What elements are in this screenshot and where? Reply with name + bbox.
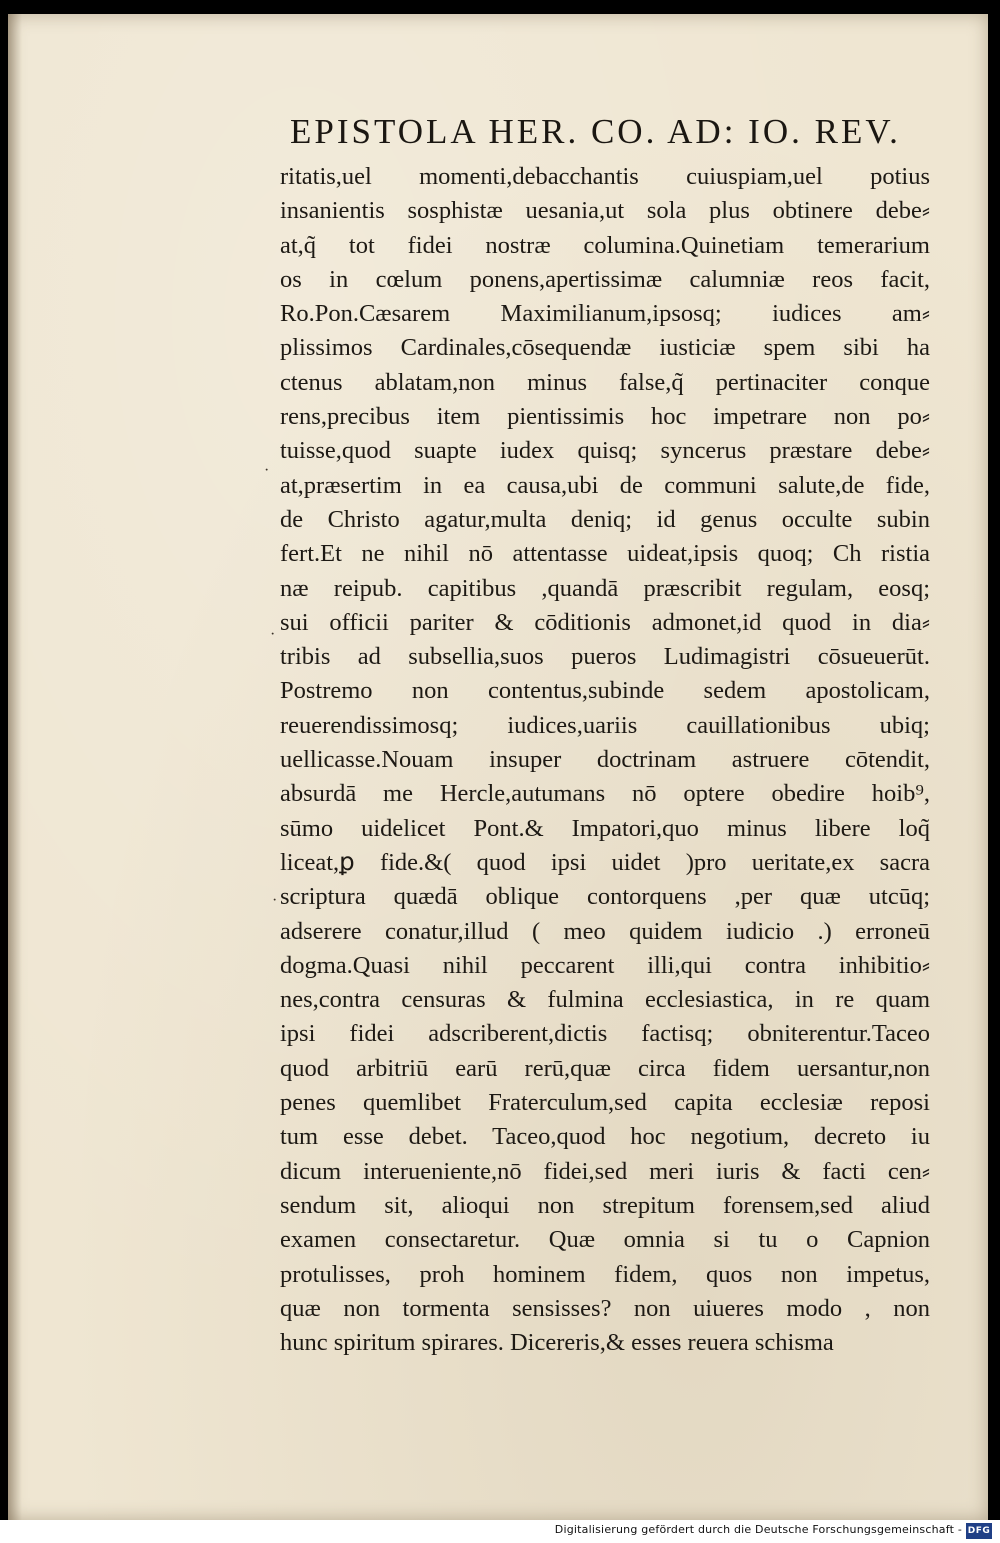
text-line: at,præsertim in ea causa,ubi de communi salute,de fide,	[280, 471, 930, 499]
text-line: os in cœlum ponens,apertissimæ calumniæ reos facit,	[280, 265, 930, 293]
text-line: examen consectaretur. Quæ omnia si tu o Capnion	[280, 1226, 930, 1254]
text-line: protulisses, proh hominem fidem, quos non impetus,	[280, 1260, 930, 1288]
margin-dot-mark: ·	[270, 626, 276, 643]
page-gutter-shadow	[8, 14, 22, 1520]
text-line: Postremo non contentus,subinde sedem apostolicam,	[280, 677, 930, 705]
text-line: tuisse,quod suapte iudex quisq; syncerus præstare debe⸗	[280, 437, 930, 465]
dfg-logo-icon: DFG	[966, 1523, 992, 1539]
margin-dot-mark: ·	[272, 892, 278, 909]
text-line: adserere conatur,illud ( meo quidem iudicio .) erroneū	[280, 917, 930, 945]
text-line: dogma.Quasi nihil peccarent illi,qui contra inhibitio⸗	[280, 951, 930, 979]
text-line: sui officii pariter & cōditionis admonet,id quod in dia⸗	[280, 608, 930, 636]
text-line: rens,precibus item pientissimis hoc impetrare non po⸗	[280, 403, 930, 431]
text-line: scriptura quædā oblique contorquens ,per quæ utcūq;	[280, 883, 930, 911]
text-line: ipsi fidei adscriberent,dictis factisq; obniterentur.Taceo	[280, 1020, 930, 1048]
text-line: sūmo uidelicet Pont.& Impatori,quo minus libere loq̃	[280, 814, 930, 842]
text-line: penes quemlibet Fraterculum,sed capita ecclesiæ reposi	[280, 1089, 930, 1117]
text-line: nes,contra censuras & fulmina ecclesiastica, in re quam	[280, 986, 930, 1014]
text-line: fert.Et ne nihil nō attentasse uideat,ipsis quoq; Ch ristia	[280, 540, 930, 568]
text-line: tum esse debet. Taceo,quod hoc negotium, decreto iu	[280, 1123, 930, 1151]
text-line: ritatis,uel momenti,debacchantis cuiuspiam,uel potius	[280, 163, 930, 190]
text-line: absurdā me Hercle,autumans nō optere obedire hoib⁹,	[280, 780, 930, 808]
text-line: uellicasse.Nouam insuper doctrinam astruere cōtendit,	[280, 746, 930, 774]
text-line: insanientis sosphistæ uesania,ut sola plus obtinere debe⸗	[280, 197, 930, 225]
text-line: reuerendissimosq; iudices,uariis cauillationibus ubiq;	[280, 711, 930, 739]
running-head: EPISTOLA HER. CO. AD: IO. REV.	[290, 112, 901, 151]
text-line: dicum interueniente,nō fidei,sed meri iuris & facti cen⸗	[280, 1157, 930, 1185]
text-line: sendum sit, alioqui non strepitum forensem,sed aliud	[280, 1191, 930, 1219]
text-line: quod arbitriū earū rerū,quæ circa fidem uersantur,non	[280, 1054, 930, 1082]
text-line: hunc spiritum spirares. Dicereris,& esses reuera schisma	[280, 1329, 834, 1357]
text-line: tribis ad subsellia,suos pueros Ludimagistri cōsueuerūt.	[280, 643, 930, 671]
digitization-credit: Digitalisierung gefördert durch die Deutsche Forschungsgemeinschaft -	[554, 1523, 962, 1536]
body-text	[280, 160, 930, 1360]
text-line: plissimos Cardinales,cōsequendæ iusticiæ spem sibi ha	[280, 334, 930, 362]
book-page	[8, 14, 988, 1520]
text-line: ctenus ablatam,non minus false,q̃ pertinaciter conque	[280, 368, 930, 396]
margin-dot-mark: ·	[264, 462, 270, 479]
footer-bar	[0, 1520, 1000, 1543]
text-line: Ro.Pon.Cæsarem Maximilianum,ipsosq; iudices am⸗	[280, 300, 930, 328]
text-line: næ reipub. capitibus ,quandā præscribit regulam, eosq;	[280, 574, 930, 602]
text-line: de Christo agatur,multa deniq; id genus occulte subin	[280, 505, 930, 533]
text-line: at,q̃ tot fidei nostræ columina.Quinetiam temerarium	[280, 231, 930, 259]
text-line: quæ non tormenta sensisses? non uiueres modo , non	[280, 1294, 930, 1322]
text-line: liceat,ꝑ fide.&( quod ipsi uidet )pro ueritate,ex sacra	[280, 848, 930, 876]
